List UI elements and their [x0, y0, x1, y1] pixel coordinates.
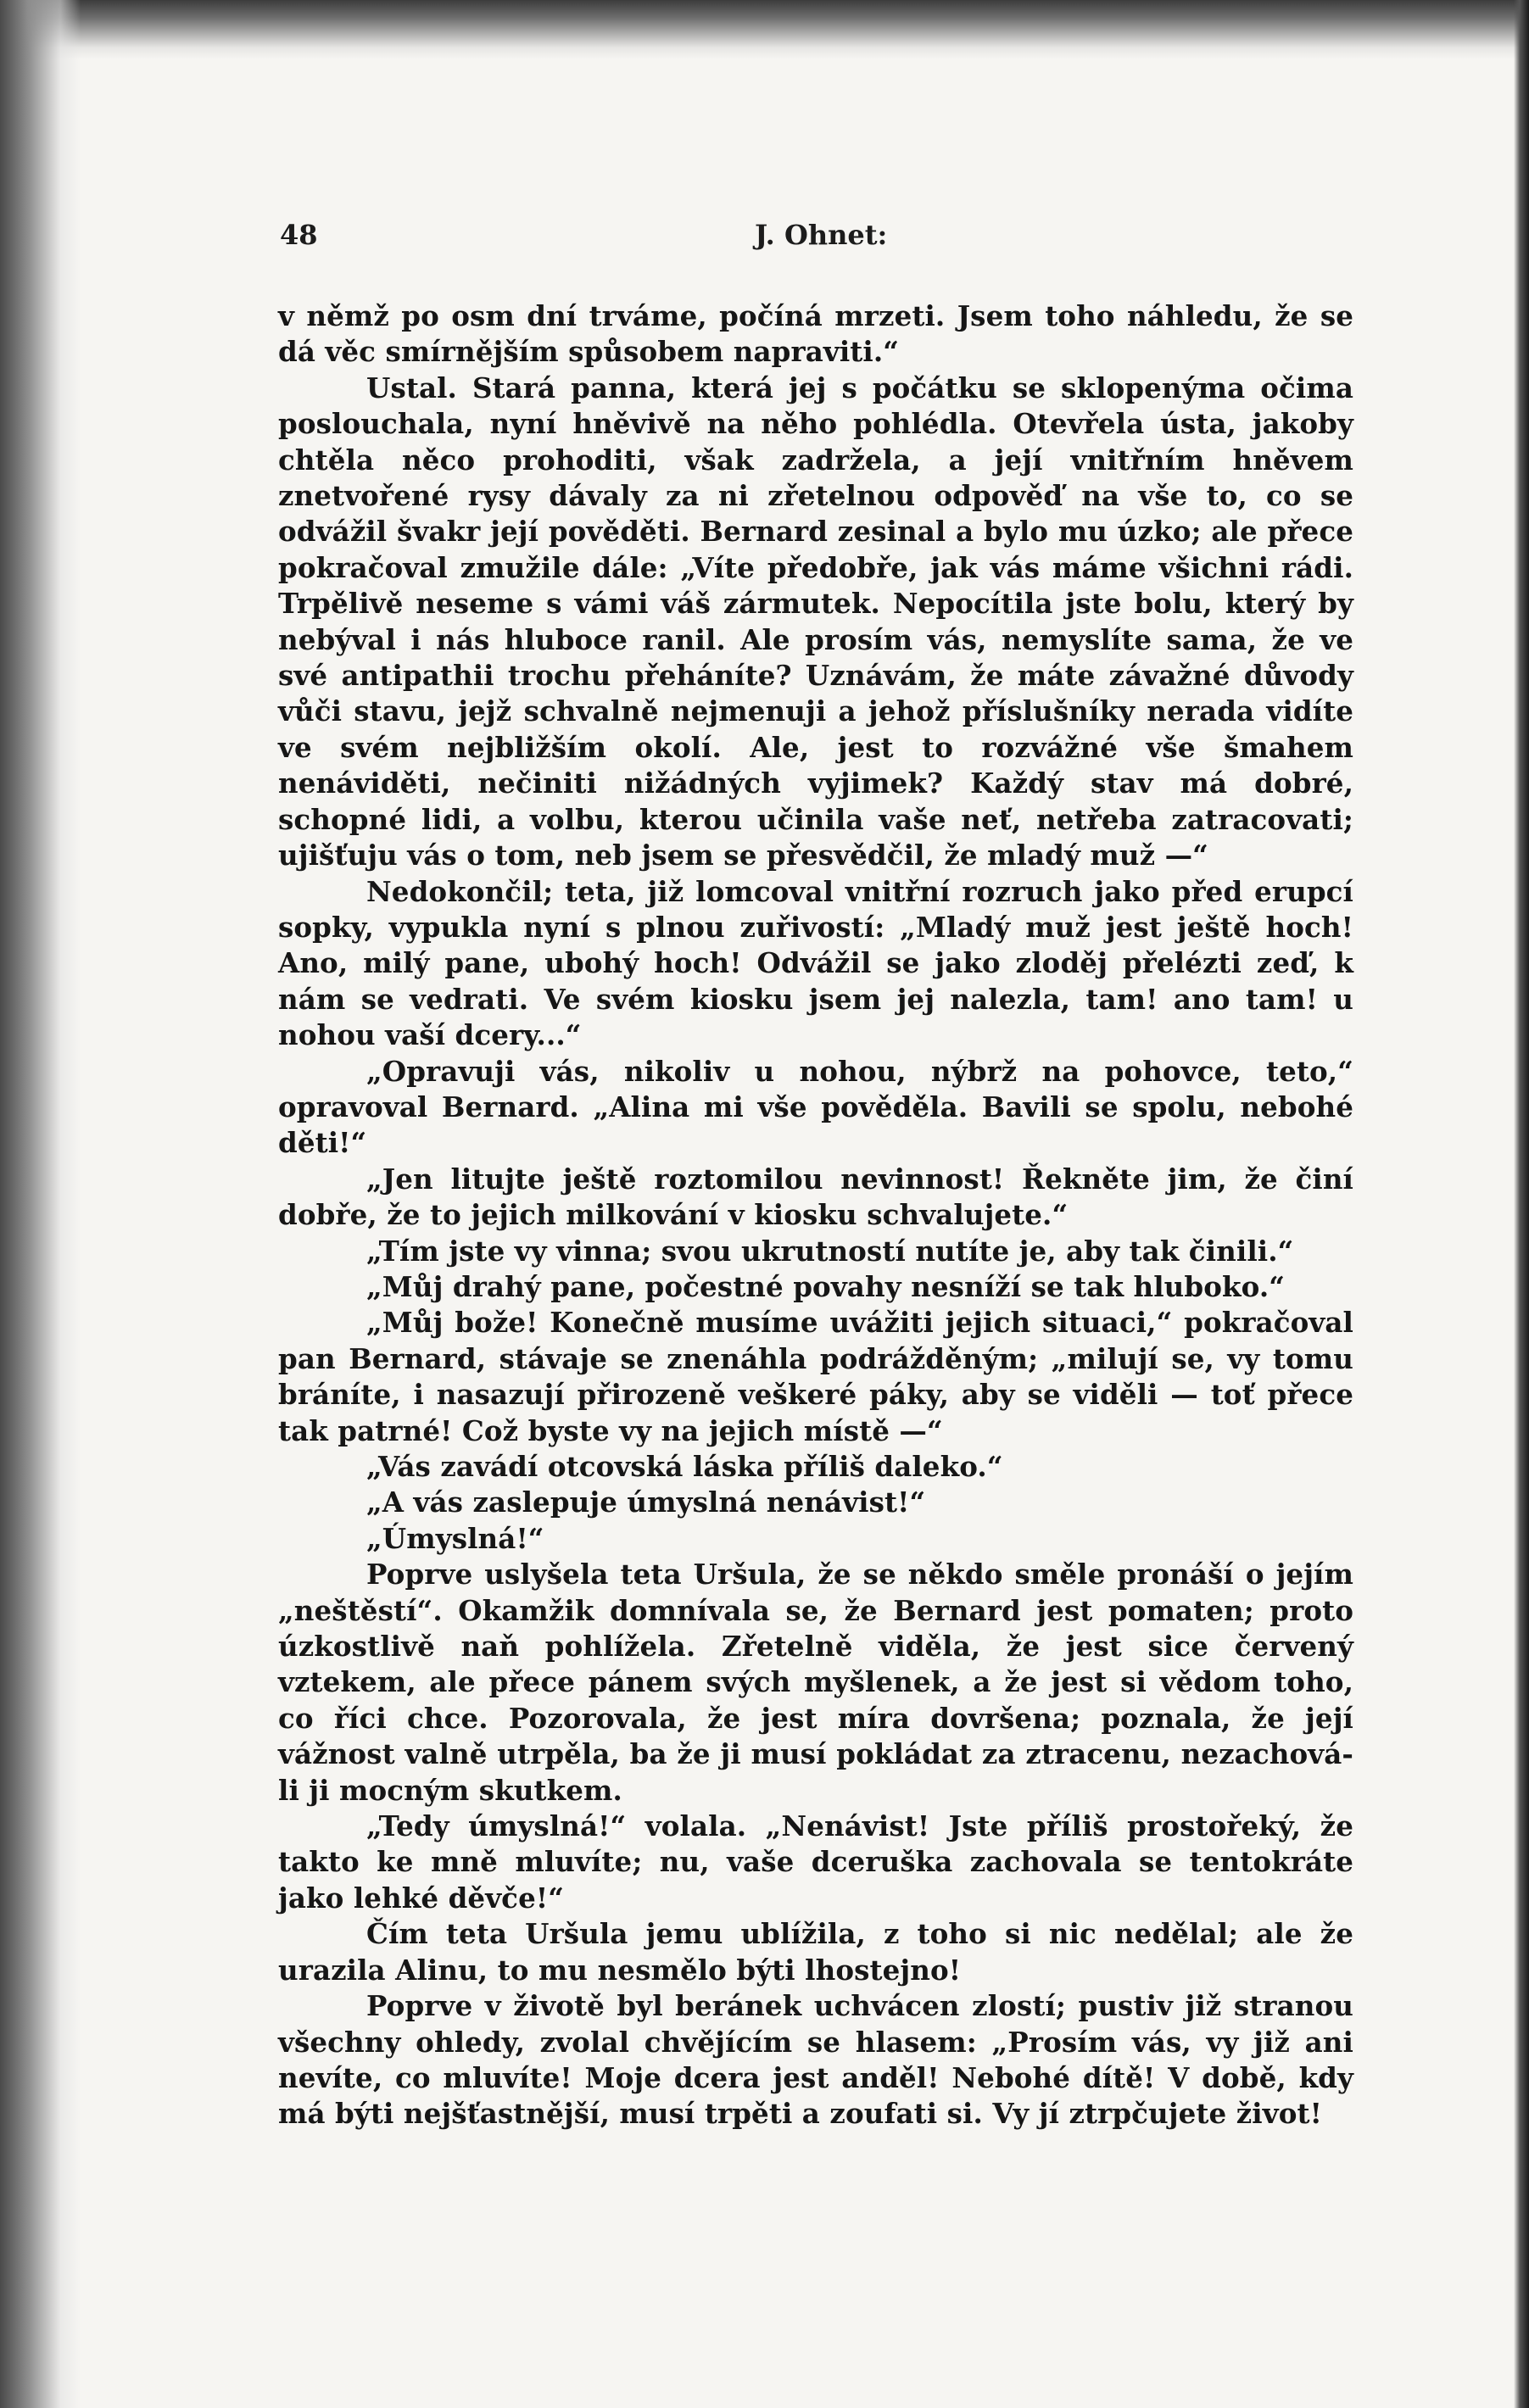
page-number: 48 — [280, 219, 318, 251]
paragraph: „Opravuji vás, nikoliv u nohou, nýbrž na pohovce, teto,“ opravoval Bernard. „Alina mi vše pověděla. Bavili se spolu, nebohé děti!“ — [278, 1054, 1353, 1160]
page-header — [280, 219, 1353, 253]
paragraph: Nedokončil; teta, již lomcoval vnitřní rozruch jako před erupcí sopky, vypukla nyní s plnou zuřivostí: „Mladý muž jest ještě hoch! Ano, milý pane, ubohý hoch! Odvážil se jako zloděj přelézti zeď, k nám se vedrati. Ve svém kiosku jsem jej nalezla, tam! ano tam! u nohou vaší dcery...“ — [278, 874, 1353, 1052]
scan-shadow-right — [1514, 0, 1529, 2408]
running-head: J. Ohnet: — [755, 219, 888, 251]
paragraph: „Vás zavádí otcovská láska příliš daleko.“ — [366, 1450, 1003, 1483]
paragraph: „Jen litujte ještě roztomilou nevinnost! Řekněte jim, že činí dobře, že to jejich milkování v kiosku schvalujete.“ — [278, 1162, 1353, 1232]
paragraph: „Tedy úmyslná!“ volala. „Nenávist! Jste příliš prostořeký, že takto ke mně mluvíte; nu, vaše dceruška zachovala se tentokráte jako lehké děvče!“ — [278, 1809, 1353, 1915]
paragraph: „Můj bože! Konečně musíme uvážiti jejich situaci,“ pokračoval pan Bernard, stávaje se znenáhla podrážděným; „milují se, vy tomu bráníte, i nasazují přirozeně veškeré páky, aby se viděli — toť přece tak patrné! Což byste vy na jejich místě —“ — [278, 1306, 1353, 1447]
paragraph: „A vás zaslepuje úmyslná nenávist!“ — [366, 1485, 926, 1519]
paragraph: Poprve v životě byl beránek uchvácen zlostí; pustiv již stranou všechny ohledy, zvolal chvějícím se hlasem: „Prosím vás, vy již ani nevíte, co mluvíte! Moje dcera jest anděl! Nebohé dítě! V době, kdy má býti nejšťastnější, musí trpěti a zoufati si. Vy jí ztrpčujete život! — [278, 1989, 1353, 2131]
paragraph: „Úmyslná!“ — [366, 1521, 544, 1555]
paragraph: Čím teta Uršula jemu ublížila, z toho si nic nedělal; ale že urazila Alinu, to mu nesmělo býti lhostejno! — [278, 1917, 1353, 1987]
paragraph: v němž po osm dní trváme, počíná mrzeti. Jsem toho náhledu, že se dá věc smírnějším spůsobem napraviti.“ — [278, 299, 1353, 369]
body-text — [278, 298, 1353, 2132]
paragraph: Poprve uslyšela teta Uršula, že se někdo směle pronáší o jejím „neštěstí“. Okamžik domnívala se, že Bernard jest pomaten; proto úzkostlivě naň pohlížela. Zřetelně viděla, že jest sice červený vztekem, ale přece pánem svých myšlenek, a že jest si vědom toho, co říci chce. Pozorovala, že jest míra dovršena; poznala, že její vážnost valně utrpěla, ba že ji musí pokládat za ztracenu, nezachová-li ji mocným skutkem. — [278, 1558, 1353, 1807]
paragraph: „Můj drahý pane, počestné povahy nesníží se tak hluboko.“ — [366, 1269, 1286, 1303]
paragraph: Ustal. Stará panna, která jej s počátku se sklopenýma očima poslouchala, nyní hněvivě na něho pohlédla. Otevřela ústa, jakoby chtěla něco prohoditi, však zadržela, a její vnitřním hněvem znetvořené rysy dávaly za ni zřetelnou odpověď na vše to, co se odvážil švakr její pověděti. Bernard zesinal a bylo mu úzko; ale přece pokračoval zmužile dále: „Víte předobře, jak vás máme všichni rádi. Trpělivě neseme s vámi váš zármutek. Nepocítila jste bolu, který by nebýval i nás hluboce ranil. Ale prosím vás, nemyslíte sama, že ve své antipathii trochu přeháníte? Uznávám, že máte závažné důvody vůči stavu, jejž schvalně nejmenuji a jehož příslušníky nerada vidíte ve svém nejbližším okolí. Ale, jest to rozvážné vše šmahem nenáviděti, nečiniti nižádných vyjimek? Každý stav má dobré, schopné lidi, a volbu, kterou učinila vaše neť, netřeba zatracovati; ujišťuju vás o tom, neb jsem se přesvědčil, že mladý muž —“ — [278, 371, 1353, 872]
scan-shadow-left — [0, 0, 81, 2408]
scan-shadow-top — [0, 0, 1529, 59]
paragraph: „Tím jste vy vinna; svou ukrutností nutíte je, aby tak činili.“ — [366, 1234, 1294, 1268]
